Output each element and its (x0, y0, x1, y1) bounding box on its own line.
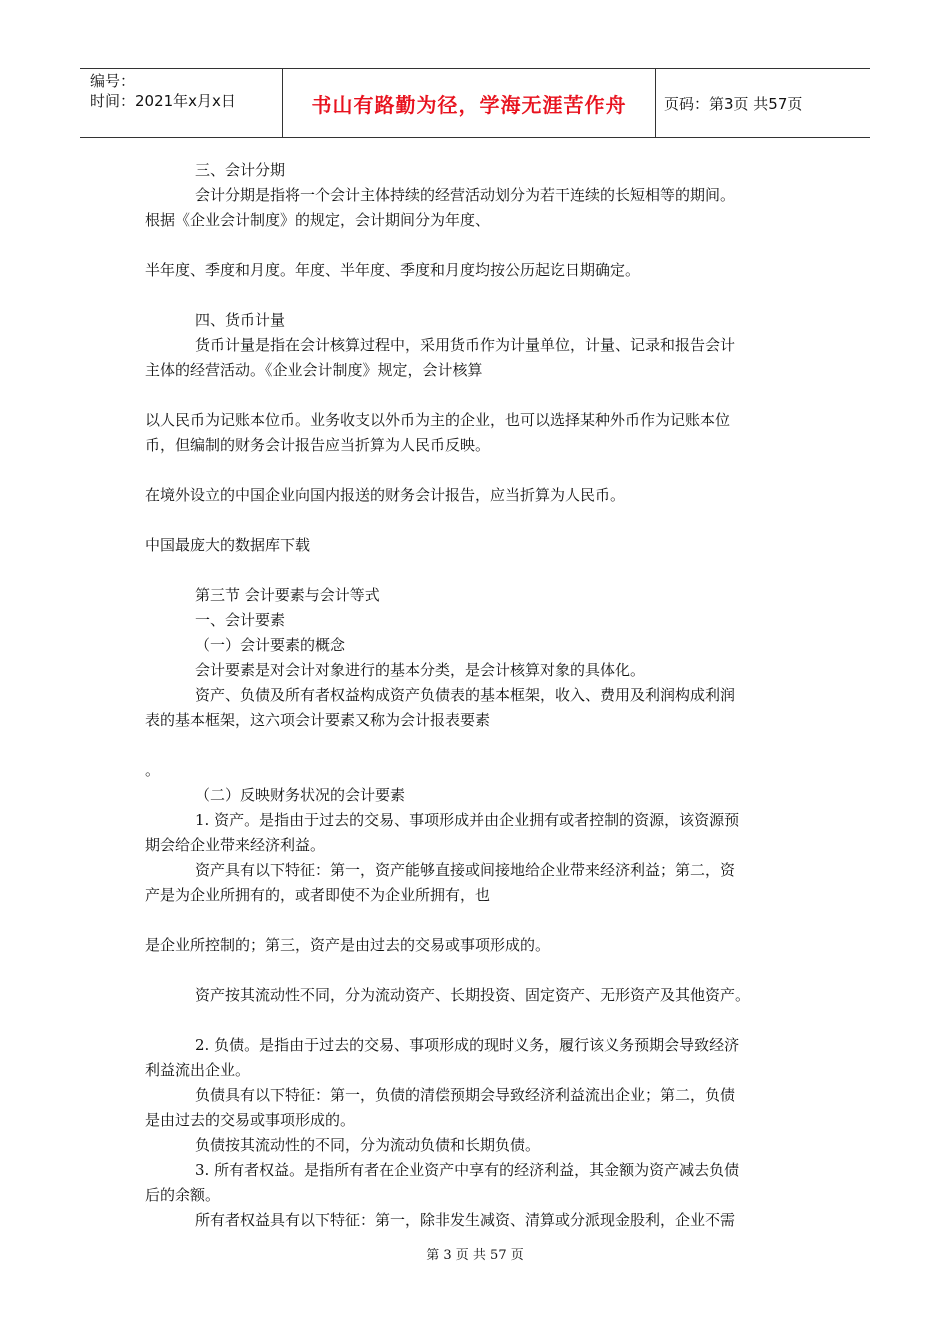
header-page-info: 页码：第3页 共57页 (664, 94, 803, 113)
text-line: 3. 所有者权益。是指所有者在企业资产中享有的经济利益，其金额为资产减去负债 (195, 1161, 740, 1179)
text-line: 2. 负债。是指由于过去的交易、事项形成的现时义务，履行该义务预期会导致经济 (195, 1036, 740, 1054)
text-line: 四、货币计量 (195, 311, 286, 329)
page-footer: 第 3 页 共 57 页 (426, 1248, 524, 1263)
blank-line (145, 1008, 825, 1033)
blank-line (145, 733, 825, 758)
text-line: 货币计量是指在会计核算过程中，采用货币作为计量单位，计量、记录和报告会计 (195, 336, 736, 354)
text-line: 资产具有以下特征：第一，资产能够直接或间接地给企业带来经济利益；第二，资 (195, 861, 736, 879)
blank-line (145, 233, 825, 258)
text-line: 期会给企业带来经济利益。 (145, 836, 326, 854)
text-line: 第三节 会计要素与会计等式 (195, 586, 380, 604)
text-line: 所有者权益具有以下特征：第一，除非发生减资、清算或分派现金股利，企业不需 (195, 1211, 736, 1229)
blank-line (145, 383, 825, 408)
document-number-label: 编号： (90, 72, 136, 90)
text-line: 。 (145, 761, 161, 779)
text-line: 以人民币为记账本位币。业务收支以外币为主的企业，也可以选择某种外币作为记账本位 (145, 411, 731, 429)
header-motto: 书山有路勤为径，学海无涯苦作舟 (282, 69, 656, 137)
text-line: （一）会计要素的概念 (195, 636, 346, 654)
text-line: 一、会计要素 (195, 611, 286, 629)
text-line: 资产按其流动性不同，分为流动资产、长期投资、固定资产、无形资产及其他资产。 (195, 986, 751, 1004)
text-line: 后的余额。 (145, 1186, 221, 1204)
text-line: 会计分期是指将一个会计主体持续的经营活动划分为若干连续的长短相等的期间。 (195, 186, 736, 204)
page-header (80, 68, 870, 138)
text-line: 中国最庞大的数据库下载 (145, 536, 311, 554)
text-line: 币，但编制的财务会计报告应当折算为人民币反映。 (145, 436, 491, 454)
document-body (145, 158, 825, 1233)
text-line: 半年度、季度和月度。年度、半年度、季度和月度均按公历起讫日期确定。 (145, 261, 641, 279)
text-line: 表的基本框架，这六项会计要素又称为会计报表要素 (145, 711, 491, 729)
text-line: 1. 资产。是指由于过去的交易、事项形成并由企业拥有或者控制的资源，该资源预 (195, 811, 740, 829)
text-line: 在境外设立的中国企业向国内报送的财务会计报告，应当折算为人民币。 (145, 486, 626, 504)
blank-line (145, 458, 825, 483)
blank-line (145, 958, 825, 983)
text-line: 负债按其流动性的不同，分为流动负债和长期负债。 (195, 1136, 541, 1154)
blank-line (145, 283, 825, 308)
text-line: 会计要素是对会计对象进行的基本分类，是会计核算对象的具体化。 (195, 661, 646, 679)
text-line: （二）反映财务状况的会计要素 (195, 786, 406, 804)
text-line: 利益流出企业。 (145, 1061, 251, 1079)
text-line: 负债具有以下特征：第一，负债的清偿预期会导致经济利益流出企业；第二，负债 (195, 1086, 736, 1104)
text-line: 三、会计分期 (195, 161, 286, 179)
blank-line (145, 908, 825, 933)
text-line: 是企业所控制的；第三，资产是由过去的交易或事项形成的。 (145, 936, 551, 954)
blank-line (145, 558, 825, 583)
text-line: 根据《企业会计制度》的规定，会计期间分为年度、 (145, 211, 491, 229)
blank-line (145, 508, 825, 533)
header-meta (80, 69, 282, 137)
text-line: 主体的经营活动。《企业会计制度》规定，会计核算 (145, 361, 483, 379)
text-line: 是由过去的交易或事项形成的。 (145, 1111, 356, 1129)
text-line: 资产、负债及所有者权益构成资产负债表的基本框架，收入、费用及利润构成利润 (195, 686, 736, 704)
text-line: 产是为企业所拥有的，或者即使不为企业所拥有，也 (145, 886, 491, 904)
document-time-label: 时间：2021年x月x日 (90, 92, 236, 110)
